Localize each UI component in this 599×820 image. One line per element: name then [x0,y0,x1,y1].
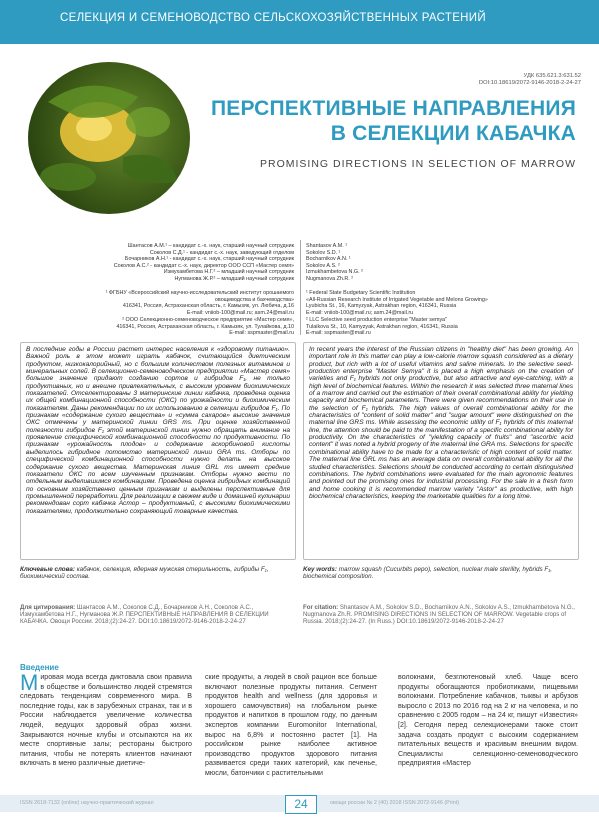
section-banner-text: СЕЛЕКЦИЯ И СЕМЕНОВОДСТВО СЕЛЬСКОХОЗЯЙСТВЕННЫХ РАСТЕНИЙ [60,12,486,24]
affil-line: овощеводства и бахчеводства» [214,296,294,303]
author-en: Shantasov A.M. ¹ [306,243,348,249]
intro-column-1 [20,670,192,769]
citation-label: For citation: [303,604,339,611]
author-ru: Шантасов А.М.¹ – кандидат с.-х. наук, старший научный сотрудник [127,243,294,249]
author-en: Bocharnikov A.N. ¹ [306,256,351,263]
article-title-en: PROMISING DIRECTIONS IN SELECTION OF MARROW [259,158,576,170]
intro-column-3: волокнами, безглютеновый хлеб. Чаще всего продукты обогащаются пробиотиками, пищевыми волокнами. Потребление кабачков, тыквы и арбузов выросло с 2013 по 2016 год на 2 кг на человека, и по сравнению с 2005 годом – на 24 кг, пишут «Известия» [2]. Сегодня перед селекционерами также стоит задача создать продукт с высоким содержанием питательных веществ и красивым внешним видом. Специалисты селекционно-семеноводческого предприятия «Мастер [398,673,578,768]
author-en: Sokolov A.S. ² [306,262,340,269]
keywords-text: marrow squash (Cucurbits pepo), selection, nuclear male sterility, hybrids F₁, biochemical composition. [303,566,552,581]
affil-line: E-mail: vniiob-100@mail.ru; asm.24@mail.ru [306,309,414,316]
intro-heading: Введение [20,663,59,672]
udk-code: УДК 635.621.3:631.52 [523,73,581,79]
keywords-text: кабачок, селекция, ядерная мужская стерильность, гибриды F₁, биохимический состав. [20,566,269,581]
affil-line: ¹ ФГБНУ «Всероссийский научно-исследовательский институт орошаемого [105,290,294,296]
abstract-en: In recent years the interest of the Russian citizens in "healthy diet" has been growing. An important role in this matter can play a low-calorie marrow squash considered as a dietary product, but rich with a lot of useful vitamins and saline minerals. In the selective seed-production enterprise "Master Semya" it is placed a high emphasis on the creation of varieties and F₁ hybrids not only productive, but also attractive and eye-catching, with a high level of biochemical features. Within the research it was selected three maternal lines of a marrow and carried out the estimation of their overall combinational ability for yielding capacity and biochemical parameters. There were given recommendations on their use in the selection of F₁ hybrids. The high values of overall combinational ability for the characteristics of "content of solid matter" and "sugar amount" were distinguished on the maternal line GRS ms. While assessing the economic utility of F₁ hybrids of this maternal line, the attention should be paid to the manifestation of a specific combinational ability for productivity. On the characteristics of "yielding capacity of fruits" and "ascorbic acid content" it was noted a hybrid progeny of the maternal line GRA ms. Selections for specific combinational ability have to be made for a characteristic of high content of solid matter. The maternal line GRL ms has an average data on overall combinational ability for all the studied characteristics. Selections should be conducted according to certain distinguished combinations. The hybrid combinations were evaluated for the main agronomic features and pointed out the promising ones for industrial processing. For the sale in a fresh form and home cooking it is recommended marrow variety "Astor" as productive, with high biochemical characteristics, keeping the marketable qualities for a long time. [303,342,579,560]
citation-text: Shantasov A.M., Sokolov S.D., Bocharnikov A.N., Sokolov A.S., Izmukhambetova N.G., Nugmanova Zh.R. PROMISING DIRECTIONS IN SELECTION OF MARROW. Vegetable crops of Russia. 2018;(2):24-27. (In Russ.) DOI:10.18619/2072-9146-2018-2-24-27 [303,604,575,625]
author-ru: Соколов А.С.² - кандидат с.-х. наук, директор ООО ССП «Мастер семя» [113,262,294,269]
author-ru: Соколов С.Д.¹ - кандидат с.-х. наук, заведующий отделом [149,249,294,256]
affil-line: E-mail: vniiob-100@mail.ru; asm.24@mail.ru [186,309,294,316]
author-ru: Измухамбетова Н.Г.² – младший научный сотрудник [163,269,294,276]
intro-text: ировая мода всегда диктовала свои правила в обществе и большинство людей стремятся следовать тенденциям современного мира. В последние годы, как в зарубежных странах, так и в России наблюдается увеличение количества людей, ведущих здоровый образ жизни. Закрываются ночные клубы и отсыпаются на их месте спортивные залы; рестораны быстрого питания, чтобы не потерять клиентов начинают включать в меню различные диетиче- [20,673,192,768]
keywords-label: Ключевые слова: [20,566,75,573]
authors-en [306,243,576,283]
abstract-ru: В последние годы в России растет интерес населения к «здоровому питанию». Важной роль в этом может играть кабачок, считающийся диетическим продуктом, низкокалорийный, но с большим количеством полезных витаминов и минеральных солей. В селекционно-семеноводческом предприятии «Мастер семя» большое значение придают созданию сортов и гибридов F₁, не только продуктивных, но и внешне привлекательных, с высоким уровнем биохимических показателей. Отселектированы 3 материнские линии кабачка, проведена оценка их общей комбинационной способности (ОКС) по урожайности и биохимическим показателям. Даны рекомендации по их использованию в селекции гибридов F₁. По признакам «содержание сухого вещества» и «сумма сахаров» высокие значения ОКС отмечены у материнской линии GRS ms. При оценке хозяйственной полезности гибридов F₁ этой материнской линии нужно обращать внимание на проявление специфической комбинационной способности по продуктивности. По признакам «урожайность плодов» и содержание аскорбиновой кислоты выделилось гибридное потомство материнской линии GRA ms. Отборы по специфической комбинационной способности нужно делать на высокое содержание сухого вещества. Материнская линия GRL ms имеет средние показатели ОКС по всем изученным признакам. Отборы нужно вести по отдельным выделившимся комбинациям. Проведена оценка гибридных комбинаций по основным хозяйственно ценным признакам и выделены перспективные для промышленной переработки. Для реализации в свежем виде и домашней кулинарии рекомендован сорт кабачка Астор – продуктивный, с высокими биохимическими показателями, продолжительно сохраняющий товарные качества. [20,342,296,560]
author-en: Izmukhambetova N.G. ² [306,269,363,276]
marrow-illustration [28,62,190,214]
affiliation-ru-2 [20,317,294,337]
drop-cap: М [20,670,39,695]
affil-line: ² ООО Селекционно-семеноводческое предприятие «Мастер семя», [122,317,294,323]
footer-left: ISSN 2618-7132 (online) научно-практический журнал [20,800,154,806]
citation-en [303,604,579,625]
footer-right: овощи россии № 2 (40) 2018 ISSN 2072-9146 (Print) [330,800,460,806]
affiliation-en-1 [306,290,576,316]
affiliation-ru-1 [20,290,294,316]
affil-line: ² LLC Selective seed production enterprise "Master semya" [306,317,448,323]
affil-line: 416341, Россия, Астраханская область, г. Камызяк, ул. Тулайкова, д.10 [116,323,294,330]
author-en: Sokolov S.D. ¹ [306,249,341,256]
title-line-1: ПЕРСПЕКТИВНЫЕ НАПРАВЛЕНИЯ [210,97,576,120]
author-en: Nugmanova Zh.R. ² [306,275,354,282]
citation-label: Для цитирования: [20,604,76,611]
column-divider [300,240,301,335]
doi: DOI:10.18619/2072-9146-2018-2-24-27 [478,80,581,86]
title-line-2: В СЕЛЕКЦИИ КАБАЧКА [330,122,576,145]
keywords-en [303,566,579,580]
article-meta [479,73,581,87]
intro-column-2: ские продукты, а людей в свой рацион все больше включают полезные продукты питания. Сегмент продуктов health and wellness (для здоровья и хорошего самочувствия) на глобальном рынке продуктов и напитков в прошлом году, по данным экспертов компании Euromonitor International, вырос на 6,8% и постоянно растет [1]. На российском рынке наиболее активное производство продуктов здорового питания развивается среди таких категорий, как печенье, мюсли, батончики с растительными [205,673,377,777]
citation-ru [20,604,296,625]
affil-line: ¹ Federal State Budgetary Scientific Institution [306,290,416,296]
affil-line: 416341, Россия, Астраханская область, г. Камызяк, ул. Любича, д.16 [122,303,294,310]
article-title-ru [190,96,576,146]
affil-line: Lyubicha St., 16, Kamyzyak, Astrakhan region, 416341, Russia [306,303,457,310]
authors-ru [20,243,294,283]
affil-line: E-mail: sspmaster@mail.ru [229,330,294,337]
author-ru: Бочарников А.Н.¹ - кандидат с.-х. наук, старший научный сотрудник [124,256,294,263]
affiliation-en-2 [306,317,576,337]
affil-line: Tulaikova St., 10, Kamyzyak, Astrakhan region, 416341, Russia [306,323,458,330]
keywords-label: Key words: [303,566,337,573]
keywords-ru [20,566,296,580]
author-ru: Нугманова Ж.Р.² – младший научный сотрудник [174,275,294,282]
section-banner [0,0,599,44]
citation-text: Шантасов А.М., Соколов С.Д., Бочарников А.Н., Соколов А.С., Измухамбетова Н.Г., Нугманова Ж.Р. ПЕРСПЕКТИВНЫЕ НАПРАВЛЕНИЯ В СЕЛЕКЦИИ КАБАЧКА. Овощи России. 2018;(2):24-27. DOI:10.18619/2072-9146-2018-2-24-27 [20,604,269,625]
affil-line: E-mail: sspmaster@mail.ru [306,330,371,337]
marrow-photo [28,62,190,214]
affil-line: «All-Russian Research Institute of Irrigated Vegetable and Melons Growing» [306,296,488,303]
page-number: 24 [285,795,317,814]
